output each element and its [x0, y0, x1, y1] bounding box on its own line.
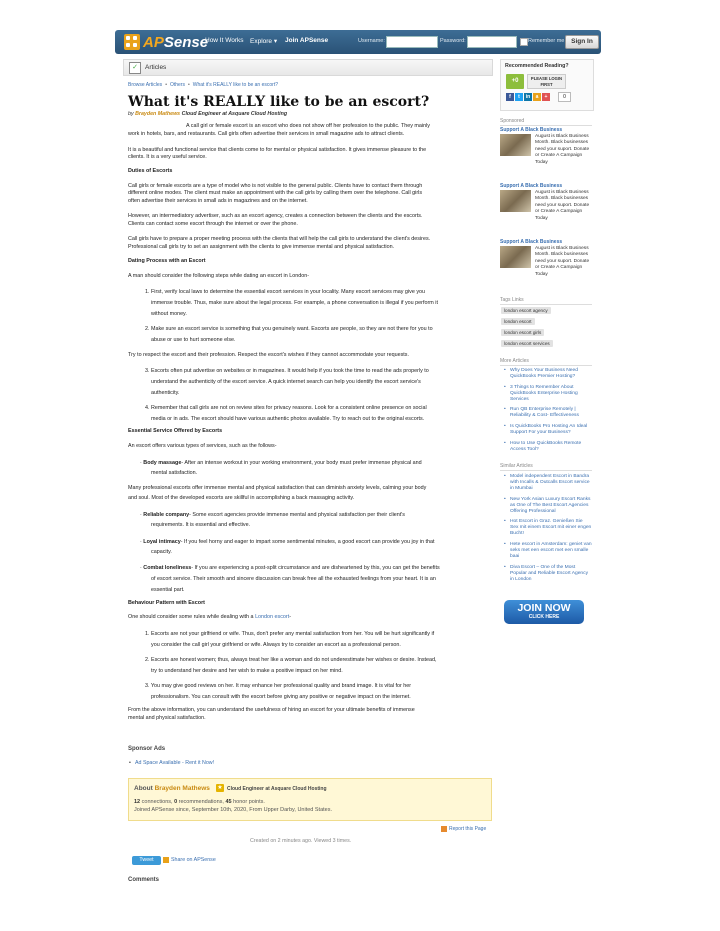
nav-explore[interactable]: Explore ▾ — [250, 38, 278, 45]
sponsor-thumbnail[interactable] — [500, 190, 531, 212]
nav-how-it-works[interactable]: How It Works — [205, 37, 244, 44]
breadcrumb: Browse Articles • Others • What it's REALLY like to be an escort? — [128, 82, 278, 88]
comments-heading: Comments — [128, 877, 160, 883]
page-title: What it's REALLY like to be an escort? — [128, 94, 430, 110]
heading-services: Essential Service Offered by Escorts — [128, 428, 223, 434]
remember-checkbox[interactable] — [520, 38, 528, 46]
breadcrumb-browse[interactable]: Browse Articles — [128, 82, 163, 88]
heading-dating: Dating Process with an Escort — [128, 258, 206, 264]
sponsored-item[interactable]: Support A Black Business August is Black Business Month. Black businesses need your suport. Donate or Create A Campaign Today — [500, 239, 590, 277]
ad-space-link[interactable]: • Ad Space Available - Rent it Now! — [135, 760, 214, 766]
list-item[interactable]: • Hete escort in Amsterdam: geniet van seks met een escort met een smalle baai — [510, 542, 592, 560]
apsense-share-icon[interactable]: a — [533, 93, 541, 101]
articles-header — [123, 59, 493, 76]
password-label: Password: — [440, 38, 466, 44]
sponsor-ads-heading: Sponsor Ads — [128, 746, 166, 752]
author-role: Cloud Engineer at Asquare Cloud Hosting — [181, 111, 288, 117]
heading-behaviour: Behaviour Pattern with Escort — [128, 600, 205, 606]
similar-articles-label: Similar Articles — [500, 463, 592, 471]
london-escort-link[interactable]: London escort — [255, 614, 290, 620]
tag-link[interactable]: london escort agency — [501, 307, 551, 314]
sponsor-thumbnail[interactable] — [500, 134, 531, 156]
twitter-icon[interactable]: t — [515, 93, 523, 101]
plus-one-button[interactable]: +0 — [506, 74, 524, 89]
report-page-link[interactable]: Report this Page — [441, 826, 486, 832]
linkedin-icon[interactable]: in — [525, 94, 531, 100]
list-item[interactable]: • Diva Escort – One of the Most Popular and Reliable Escort Agency in London — [510, 565, 592, 583]
breadcrumb-current[interactable]: What it's REALLY like to be an escort? — [192, 82, 278, 88]
sponsored-item[interactable]: Support A Black Business August is Black Business Month. Black businesses need your suport. Donate or Create A Campaign Today — [500, 183, 590, 221]
apsense-logo[interactable] — [124, 33, 208, 51]
articles-icon: ✓ — [129, 62, 141, 74]
tweet-button[interactable]: Tweet — [132, 856, 161, 865]
tags-label: Tags Links — [500, 297, 592, 305]
more-articles-label: More Articles — [500, 358, 592, 366]
recommended-title: Recommended Reading? — [505, 63, 569, 69]
list-item[interactable]: • 3 Things to Remember About QuickBooks Enterprise Hosting Services — [510, 385, 592, 403]
list-item[interactable]: • Why Does Your Business Need QuickBooks Premier Hosting? — [510, 368, 592, 380]
more-share-icon[interactable]: + — [542, 93, 550, 101]
username-input[interactable] — [386, 36, 438, 48]
social-share-bar — [506, 93, 550, 101]
list-item[interactable]: • Is QuickBooks Pro Hosting An Ideal Support For your Business? — [510, 424, 592, 436]
joined-since: Joined APSense since, September 10th, 2020, From Upper Darby, United States. — [134, 807, 333, 813]
username-label: Username: — [358, 38, 385, 44]
sign-in-button[interactable]: Sign In — [565, 35, 599, 49]
list-item[interactable]: • Hot Escort in Graz. Genießen Sie Sex mit einem Escort mit einer engen Bucht! — [510, 519, 592, 537]
tag-link[interactable]: london escort services — [501, 340, 553, 347]
about-author-role: Cloud Engineer at Asquare Cloud Hosting — [227, 786, 327, 792]
password-input[interactable] — [467, 36, 517, 48]
sponsor-thumbnail[interactable] — [500, 246, 531, 268]
list-item[interactable]: • New York Asian Luxury Escort Ranks as One of The Best Escort Agencies Offering Professional — [510, 497, 592, 515]
facebook-icon[interactable]: f — [506, 93, 514, 101]
nav-join[interactable]: Join APSense — [285, 37, 329, 44]
list-item[interactable]: • How to Use QuickBooks Remote Access Tool? — [510, 441, 592, 453]
sponsored-label: Sponsored — [500, 118, 592, 126]
logo-text: APSense — [143, 33, 209, 51]
byline: by Brayden Mathews Cloud Engineer at Asquare Cloud Hosting — [128, 111, 288, 117]
report-icon — [441, 826, 447, 832]
logo-icon — [124, 34, 140, 50]
list-item[interactable]: • Run QB Enterprise Remotely | Reliability & Cost- Effectiveness — [510, 407, 592, 419]
tag-link[interactable]: london escort girls — [501, 329, 544, 336]
remember-label: Remember me — [528, 38, 565, 44]
share-count: 0 — [558, 92, 571, 102]
about-author-box: About Brayden Mathews ★ Cloud Engineer at Asquare Cloud Hosting 12 connections, 0 recommendations, 45 honor points. Joined APSense since, September 10th, 2020, From Upper Darby, United States. — [128, 778, 492, 821]
author-link[interactable]: Brayden Mathews — [135, 111, 181, 117]
heading-duties: Duties of Escorts — [128, 168, 173, 174]
author-stats: 12 connections, 0 recommendations, 45 honor points. — [134, 799, 265, 805]
apsense-icon — [163, 857, 169, 863]
tag-link[interactable]: london escort — [501, 318, 535, 325]
sponsored-item[interactable]: Support A Black Business August is Black Business Month. Black businesses need your suport. Donate or Create A Campaign Today — [500, 127, 590, 165]
created-info: Created on 2 minutes ago. Viewed 3 times. — [250, 838, 352, 844]
list-item[interactable]: • Model independent Escort in Bandra with Incalls & Outcalls Escort service in Mumbai — [510, 474, 592, 492]
about-author-link[interactable]: Brayden Mathews — [154, 785, 210, 792]
star-icon: ★ — [217, 785, 223, 791]
articles-label: Articles — [145, 64, 167, 71]
breadcrumb-others[interactable]: Others — [169, 82, 185, 88]
join-now-button[interactable]: JOIN NOW CLICK HERE — [504, 600, 584, 624]
share-apsense-link[interactable]: Share on APSense — [163, 857, 216, 863]
please-login-button[interactable]: PLEASE LOGIN FIRST — [527, 74, 566, 89]
